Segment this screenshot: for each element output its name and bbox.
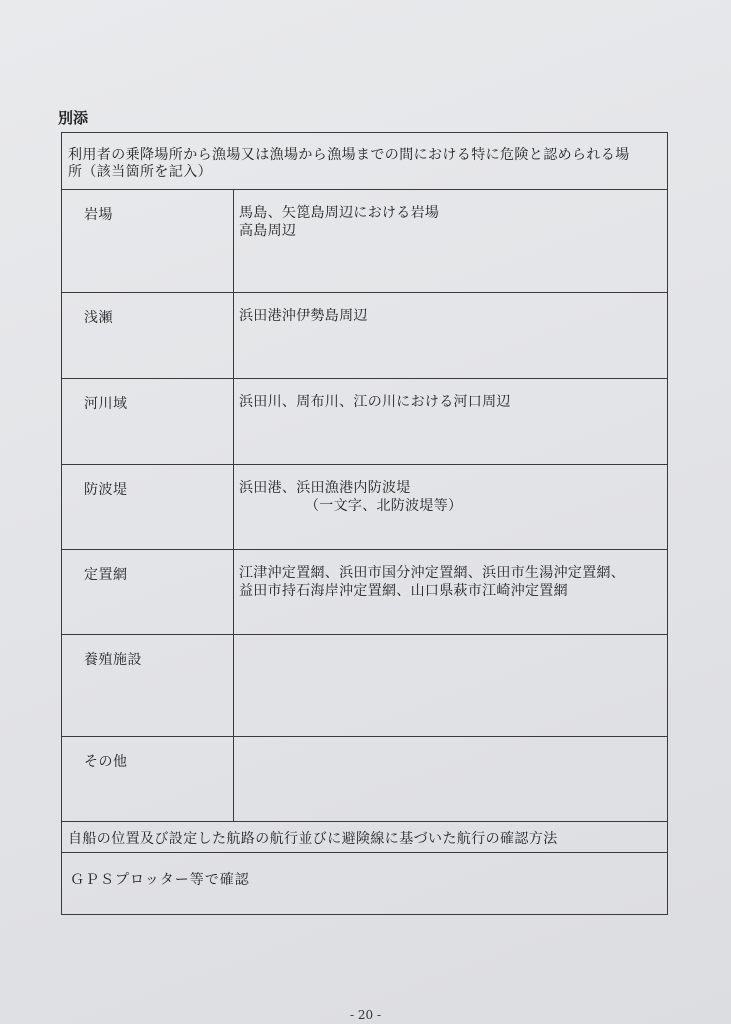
- table-row-shallows: [62, 293, 667, 379]
- row-label: 岩場: [84, 207, 113, 223]
- row-line: 益田市持石海岸沖定置網、山口県萩市江崎沖定置網: [239, 583, 568, 599]
- row-line: 馬島、矢箆島周辺における岩場: [239, 205, 440, 221]
- row-content: [239, 393, 661, 411]
- row-content: [239, 307, 661, 325]
- header-line-2: 所（該当箇所を記入）: [68, 164, 212, 180]
- table-row-aquaculture: [62, 635, 667, 737]
- page-number: - 20 -: [349, 1008, 381, 1022]
- row-label: 浅瀬: [84, 310, 113, 326]
- row-label: 養殖施設: [84, 652, 142, 668]
- row-line: 江津沖定置網、浜田市国分沖定置網、浜田市生湯沖定置網、: [239, 565, 626, 581]
- method-answer: ＧＰＳプロッター等で確認: [70, 872, 250, 888]
- row-label: 防波堤: [84, 482, 128, 498]
- table-row-breakwater: [62, 465, 667, 550]
- table-row-other: [62, 737, 667, 821]
- row-label: 河川域: [84, 396, 128, 412]
- row-line: 高島周辺: [239, 223, 297, 239]
- row-label: 定置網: [84, 567, 128, 583]
- row-line: 浜田港、浜田漁港内防波堤: [239, 480, 411, 496]
- row-content: [239, 479, 661, 515]
- row-line: （一文字、北防波堤等）: [305, 498, 463, 514]
- row-label: その他: [84, 754, 128, 770]
- row-line: 浜田川、周布川、江の川における河口周辺: [239, 394, 511, 410]
- table-header: [62, 133, 667, 190]
- annex-label: 別添: [58, 109, 89, 127]
- row-content: [239, 204, 661, 240]
- method-title: 自船の位置及び設定した航路の航行並びに避険線に基づいた航行の確認方法: [62, 821, 667, 853]
- row-content: [239, 564, 661, 600]
- header-line-1: 利用者の乗降場所から漁場又は漁場から漁場までの間における特に危険と認められる場: [68, 147, 630, 163]
- row-line: 浜田港沖伊勢島周辺: [239, 308, 368, 324]
- hazard-table: [61, 132, 668, 915]
- table-row-river: [62, 379, 667, 465]
- table-row-rocks: [62, 190, 667, 293]
- table-row-setnet: [62, 550, 667, 635]
